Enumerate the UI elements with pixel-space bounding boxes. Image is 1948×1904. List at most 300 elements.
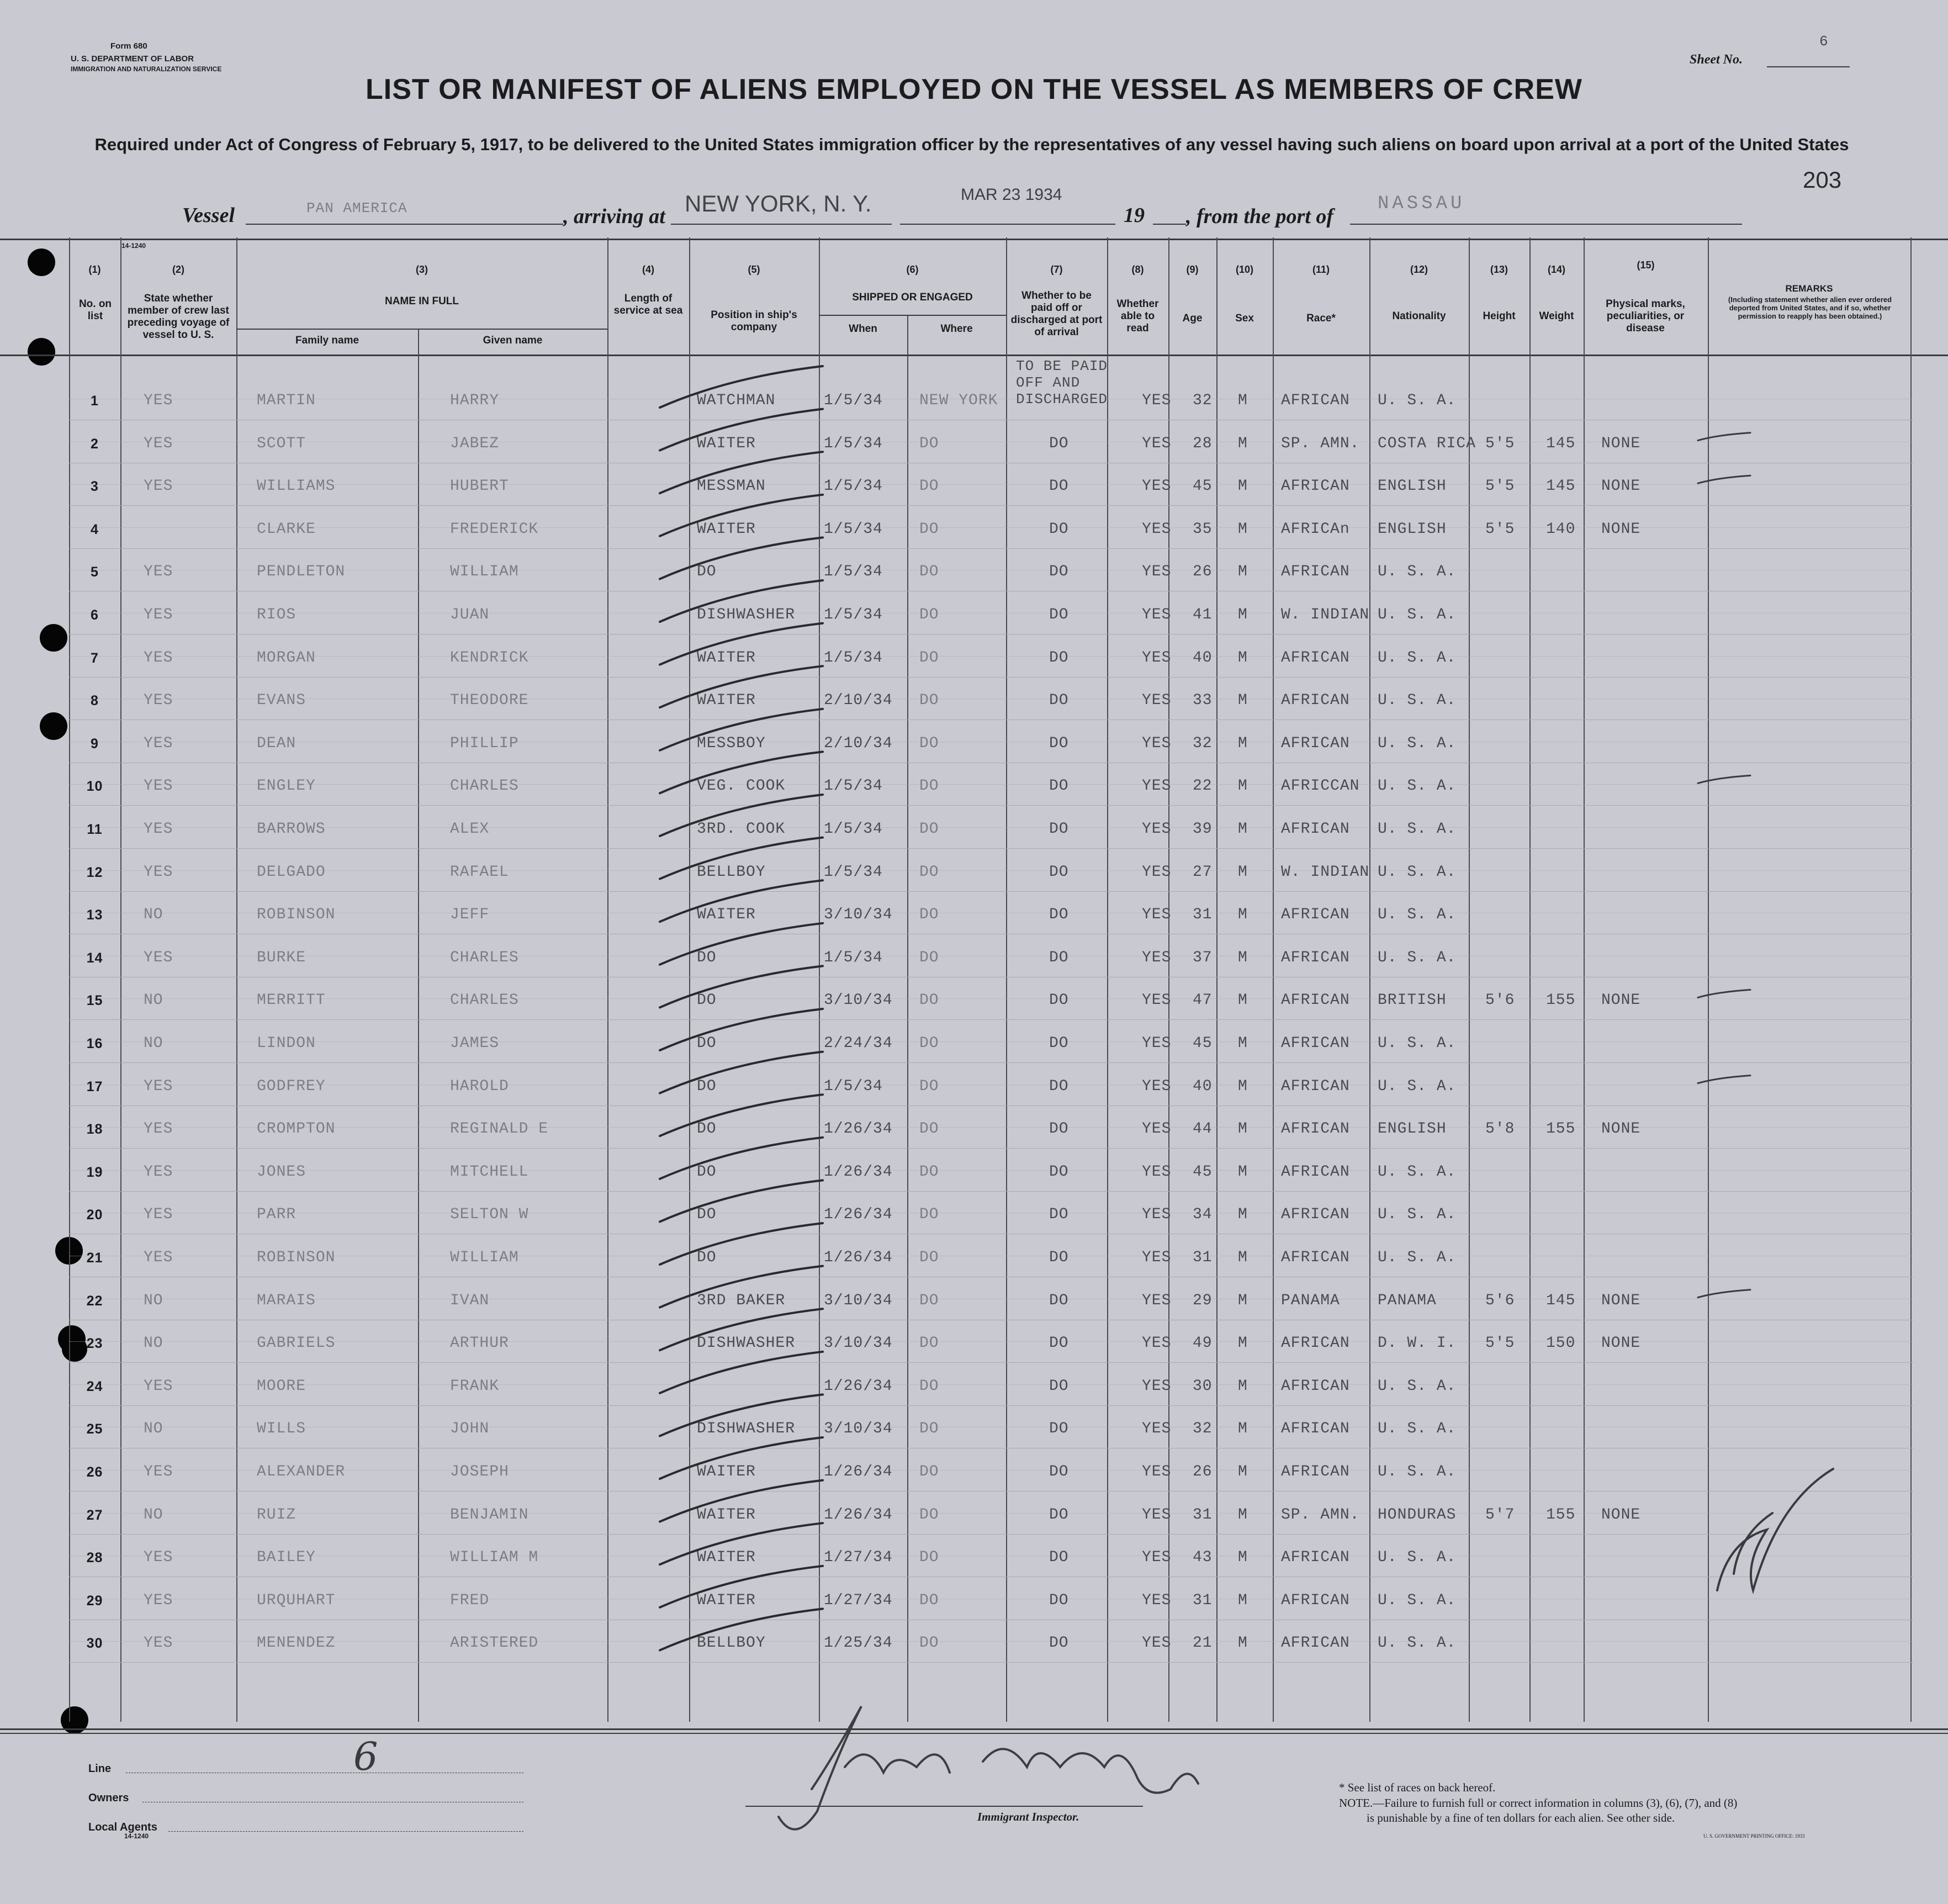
cell-when: 1/27/34 (824, 1591, 893, 1609)
cell-prev: YES (144, 692, 173, 710)
cell-position: DO (697, 1249, 717, 1266)
cell-given: HAROLD (450, 1077, 509, 1095)
cell-read: YES (1142, 1463, 1172, 1480)
cell-when: 3/10/34 (824, 992, 893, 1009)
cell-paid: DO (1049, 778, 1069, 795)
cell-nationality: BRITISH (1378, 992, 1447, 1009)
cell-family: MOORE (257, 1377, 306, 1395)
cell-where: DO (919, 949, 939, 966)
cell-where: DO (919, 1591, 939, 1609)
stamp-number: 203 (1803, 167, 1842, 193)
cell-family: PARR (257, 1206, 297, 1224)
cell-position: MESSBOY (697, 734, 766, 752)
cell-position: WAITER (697, 1463, 756, 1480)
printing-office-note: U. S. GOVERNMENT PRINTING OFFICE: 1933 (1703, 1833, 1805, 1839)
cell-race: AFRICAN (1281, 906, 1350, 924)
cell-read: YES (1142, 778, 1172, 795)
cell-paid: DO (1049, 734, 1069, 752)
cell-given: THEODORE (450, 692, 529, 710)
cell-sex: M (1238, 1335, 1248, 1352)
cell-sex: M (1238, 1420, 1248, 1438)
cell-race: W. INDIAN (1281, 863, 1370, 881)
cell-when: 1/5/34 (824, 435, 883, 452)
cell-sex: M (1238, 1206, 1248, 1224)
cell-position: WAITER (697, 906, 756, 924)
cell-nationality: U. S. A. (1378, 649, 1457, 667)
cell-prev: YES (144, 1549, 173, 1567)
cell-sex: M (1238, 649, 1248, 667)
cell-where: DO (919, 692, 939, 710)
cell-when: 1/5/34 (824, 821, 883, 838)
col-header-family-name: Family name (295, 335, 359, 346)
cell-family: MERRITT (257, 992, 326, 1009)
cell-family: RUIZ (257, 1506, 297, 1524)
cell-where: DO (919, 1549, 939, 1567)
cell-position: 3RD BAKER (697, 1292, 786, 1309)
initials-mark (1717, 1469, 1833, 1590)
cell-race: SP. AMN. (1281, 1506, 1360, 1524)
cell-nationality: ENGLISH (1378, 1120, 1447, 1138)
from-port-value: NASSAU (1378, 193, 1465, 214)
cell-weight: 140 (1546, 520, 1576, 538)
cell-given: WILLIAM (450, 563, 519, 581)
cell-race: PANAMA (1281, 1292, 1340, 1309)
cell-when: 1/5/34 (824, 863, 883, 881)
cell-sex: M (1238, 435, 1248, 452)
cell-prev: YES (144, 563, 173, 581)
cell-given: REGINALD E (450, 1120, 549, 1138)
inspector-label: Immigrant Inspector. (977, 1810, 1079, 1823)
cell-position: DISHWASHER (697, 1420, 796, 1438)
cell-paid: DO (1049, 1292, 1069, 1309)
cell-prev: YES (144, 392, 173, 409)
cell-position: DO (697, 949, 717, 966)
arriving-value: NEW YORK, N. Y. (685, 191, 872, 216)
cell-where: NEW YORK (919, 392, 998, 409)
cell-nationality: D. W. I. (1378, 1335, 1457, 1352)
cell-sex: M (1238, 906, 1248, 924)
cell-given: SELTON W (450, 1206, 529, 1224)
cell-where: DO (919, 1163, 939, 1181)
cell-read: YES (1142, 520, 1172, 538)
cell-height: 5'6 (1485, 992, 1515, 1009)
cell-nationality: PANAMA (1378, 1292, 1437, 1309)
cell-sex: M (1238, 1292, 1248, 1309)
year-label: 19 (1124, 204, 1145, 227)
cell-given: FREDERICK (450, 520, 539, 538)
cell-given: ALEX (450, 821, 490, 838)
cell-family: MARAIS (257, 1292, 316, 1309)
cell-paid: DO (1049, 1249, 1069, 1266)
cell-no: 1 (91, 393, 99, 409)
service-line: IMMIGRATION AND NATURALIZATION SERVICE (71, 65, 222, 73)
cell-no: 24 (86, 1378, 103, 1394)
owners-label: Owners (88, 1792, 129, 1804)
cell-family: ROBINSON (257, 1249, 336, 1266)
cell-prev: YES (144, 734, 173, 752)
cell-read: YES (1142, 949, 1172, 966)
cell-nationality: U. S. A. (1378, 821, 1457, 838)
cell-no: 15 (86, 993, 103, 1009)
cell-sex: M (1238, 1549, 1248, 1567)
col-num-2: (2) (172, 264, 184, 275)
cell-family: DELGADO (257, 863, 326, 881)
cell-when: 3/10/34 (824, 1335, 893, 1352)
cell-given: CHARLES (450, 949, 519, 966)
cell-when: 1/5/34 (824, 392, 883, 409)
check-stroke (660, 1480, 823, 1522)
cell-read: YES (1142, 1549, 1172, 1567)
cell-age: 30 (1193, 1377, 1213, 1395)
cell-family: ROBINSON (257, 906, 336, 924)
cell-read: YES (1142, 435, 1172, 452)
check-stroke (660, 666, 823, 710)
cell-race: AFRICAN (1281, 1420, 1350, 1438)
cell-sex: M (1238, 563, 1248, 581)
cell-race: AFRICAN (1281, 649, 1350, 667)
cell-race: AFRICAN (1281, 1249, 1350, 1266)
cell-no: 20 (86, 1207, 103, 1223)
cell-read: YES (1142, 1206, 1172, 1224)
cell-given: JAMES (450, 1035, 500, 1052)
cell-nationality: ENGLISH (1378, 520, 1447, 538)
cell-nationality: U. S. A. (1378, 1206, 1457, 1224)
cell-given: HARRY (450, 392, 500, 409)
cell-no: 4 (91, 521, 99, 537)
check-stroke (660, 795, 823, 836)
cell-nationality: U. S. A. (1378, 1635, 1457, 1652)
col-header-position: Position in ship's company (711, 309, 797, 333)
cell-age: 32 (1193, 392, 1213, 409)
cell-where: DO (919, 734, 939, 752)
cell-no: 11 (87, 822, 103, 837)
cell-no: 14 (86, 950, 103, 966)
cell-nationality: U. S. A. (1378, 1549, 1457, 1567)
cell-paid: DO (1049, 435, 1069, 452)
cell-given: FRANK (450, 1377, 500, 1395)
cell-where: DO (919, 1335, 939, 1352)
cell-sex: M (1238, 1120, 1248, 1138)
cell-when: 3/10/34 (824, 1292, 893, 1309)
cell-race: AFRICAN (1281, 1035, 1350, 1052)
remark-tick (1698, 1290, 1750, 1298)
agents-code: 14-1240 (124, 1832, 149, 1840)
cell-position: BELLBOY (697, 863, 766, 881)
sheet-number: 6 (1819, 33, 1829, 50)
cell-sex: M (1238, 606, 1248, 623)
cell-weight: 155 (1546, 1506, 1576, 1524)
cell-prev: YES (144, 435, 173, 452)
cell-age: 21 (1193, 1635, 1213, 1652)
cell-no: 3 (91, 479, 99, 495)
cell-marks: NONE (1601, 1335, 1641, 1352)
cell-no: 13 (86, 907, 103, 923)
cell-no: 26 (86, 1464, 103, 1480)
cell-given: KENDRICK (450, 649, 529, 667)
cell-prev: YES (144, 1120, 173, 1138)
check-stroke (660, 623, 823, 665)
cell-family: RIOS (257, 606, 297, 623)
check-stroke (660, 580, 823, 622)
cell-given: WILLIAM (450, 1249, 519, 1266)
cell-family: WILLIAMS (257, 478, 336, 495)
cell-sex: M (1238, 949, 1248, 966)
cell-age: 29 (1193, 1292, 1213, 1309)
cell-position: WAITER (697, 435, 756, 452)
cell-when: 1/26/34 (824, 1377, 893, 1395)
remark-tick (1698, 433, 1750, 441)
sheet-label: Sheet No. (1690, 52, 1743, 67)
cell-age: 33 (1193, 692, 1213, 710)
col-num-5: (5) (748, 264, 760, 275)
cell-when: 3/10/34 (824, 906, 893, 924)
cell-paid: DO (1049, 949, 1069, 966)
cell-height: 5'8 (1485, 1120, 1515, 1138)
cell-family: LINDON (257, 1035, 316, 1052)
cell-position: DO (697, 1163, 717, 1181)
form-code: 14-1240 (121, 242, 146, 250)
col-header-prev-voyage: State whether member of crew last preceding voyage of vessel to U. S. (127, 293, 230, 341)
cell-read: YES (1142, 734, 1172, 752)
cell-paid: DO (1049, 1549, 1069, 1567)
col-header-name: NAME IN FULL (384, 295, 459, 307)
cell-position: DO (697, 1077, 717, 1095)
cell-family: DEAN (257, 734, 297, 752)
cell-family: WILLS (257, 1420, 306, 1438)
cell-paid: DO (1049, 821, 1069, 838)
cell-read: YES (1142, 563, 1172, 581)
check-stroke (660, 880, 823, 922)
cell-age: 40 (1193, 1077, 1213, 1095)
cell-family: MENENDEZ (257, 1635, 336, 1652)
cell-sex: M (1238, 1163, 1248, 1181)
cell-prev: NO (144, 1035, 163, 1052)
cell-family: GODFREY (257, 1077, 326, 1095)
cell-position: DISHWASHER (697, 1335, 796, 1352)
cell-race: AFRICAN (1281, 821, 1350, 838)
cell-age: 32 (1193, 734, 1213, 752)
cell-position: DO (697, 563, 717, 581)
cell-age: 31 (1193, 1249, 1213, 1266)
form-number: Form 680 (110, 41, 147, 51)
cell-paid: DO (1049, 1120, 1069, 1138)
cell-age: 31 (1193, 906, 1213, 924)
cell-read: YES (1142, 821, 1172, 838)
cell-where: DO (919, 778, 939, 795)
cell-where: DO (919, 606, 939, 623)
vessel-value: PAN AMERICA (306, 200, 407, 216)
cell-position: WAITER (697, 692, 756, 710)
col-header-marks: Physical marks, peculiarities, or disease (1606, 298, 1685, 334)
cell-read: YES (1142, 649, 1172, 667)
check-stroke (660, 752, 823, 793)
cell-no: 25 (86, 1421, 103, 1437)
col-header-no: No. on list (78, 298, 112, 322)
cell-read: YES (1142, 863, 1172, 881)
cell-given: JABEZ (450, 435, 500, 452)
vessel-label: Vessel (182, 204, 235, 227)
check-stroke (660, 1566, 823, 1607)
cell-position: WAITER (697, 1591, 756, 1609)
cell-no: 9 (91, 736, 99, 752)
cell-sex: M (1238, 1463, 1248, 1480)
cell-race: AFRICAN (1281, 478, 1350, 495)
cell-no: 2 (91, 436, 99, 452)
cell-when: 1/26/34 (824, 1463, 893, 1480)
col-num-10: (10) (1235, 264, 1253, 275)
cell-when: 1/5/34 (824, 649, 883, 667)
cell-paid: DO (1049, 1377, 1069, 1395)
cell-read: YES (1142, 606, 1172, 623)
cell-family: BARROWS (257, 821, 326, 838)
cell-given: JEFF (450, 906, 490, 924)
footnote-penalty-cont: is punishable by a fine of ten dollars for each alien. See other side. (1367, 1811, 1675, 1824)
col-header-sex: Sex (1235, 313, 1254, 324)
cell-family: MORGAN (257, 649, 316, 667)
col-header-shipped: SHIPPED OR ENGAGED (852, 292, 973, 303)
cell-race: AFRICAN (1281, 692, 1350, 710)
check-stroke (660, 923, 823, 965)
check-stroke (660, 1394, 823, 1436)
cell-race: AFRICAN (1281, 949, 1350, 966)
cell-given: JOHN (450, 1420, 490, 1438)
cell-family: SCOTT (257, 435, 306, 452)
arriving-label: , arriving at (563, 205, 665, 228)
cell-position: WAITER (697, 649, 756, 667)
cell-no: 5 (91, 564, 99, 580)
cell-race: AFRICAN (1281, 734, 1350, 752)
remark-tick (1698, 990, 1750, 997)
cell-family: ENGLEY (257, 778, 316, 795)
cell-position: WAITER (697, 520, 756, 538)
cell-given: RAFAEL (450, 863, 509, 881)
cell-sex: M (1238, 1506, 1248, 1524)
remark-tick (1698, 775, 1750, 783)
cell-prev: NO (144, 1506, 163, 1524)
cell-age: 27 (1193, 863, 1213, 881)
cell-where: DO (919, 520, 939, 538)
cell-race: SP. AMN. (1281, 435, 1360, 452)
cell-age: 22 (1193, 778, 1213, 795)
cell-age: 31 (1193, 1506, 1213, 1524)
col-num-14: (14) (1547, 264, 1565, 275)
cell-given: JUAN (450, 606, 490, 623)
cell-sex: M (1238, 692, 1248, 710)
cell-where: DO (919, 1206, 939, 1224)
check-stroke (660, 1437, 823, 1479)
cell-given: PHILLIP (450, 734, 519, 752)
cell-where: DO (919, 992, 939, 1009)
cell-position: WATCHMAN (697, 392, 776, 409)
cell-position: DO (697, 1120, 717, 1138)
col-num-13: (13) (1490, 264, 1508, 275)
cell-weight: 150 (1546, 1335, 1576, 1352)
cell-sex: M (1238, 1249, 1248, 1266)
cell-sex: M (1238, 1591, 1248, 1609)
cell-read: YES (1142, 906, 1172, 924)
check-stroke (660, 452, 823, 493)
col-num-15: (15) (1637, 260, 1655, 271)
cell-race: AFRICAN (1281, 1335, 1350, 1352)
cell-paid: DO (1049, 520, 1069, 538)
cell-where: DO (919, 563, 939, 581)
cell-sex: M (1238, 1635, 1248, 1652)
cell-paid: DO (1049, 563, 1069, 581)
cell-no: 8 (91, 693, 99, 709)
cell-age: 39 (1193, 821, 1213, 838)
cell-family: MARTIN (257, 392, 316, 409)
check-stroke (660, 1094, 823, 1136)
cell-height: 5'7 (1485, 1506, 1515, 1524)
cell-age: 43 (1193, 1549, 1213, 1567)
cell-read: YES (1142, 1635, 1172, 1652)
col-header-where: Where (940, 323, 973, 335)
cell-when: 1/26/34 (824, 1163, 893, 1181)
cell-position: BELLBOY (697, 1635, 766, 1652)
col-header-height: Height (1483, 310, 1516, 322)
cell-when: 1/26/34 (824, 1506, 893, 1524)
cell-race: AFRICAN (1281, 1463, 1350, 1480)
cell-sex: M (1238, 992, 1248, 1009)
cell-no: 23 (86, 1336, 103, 1352)
col-num-4: (4) (642, 264, 654, 275)
cell-given: FRED (450, 1591, 490, 1609)
cell-given: HUBERT (450, 478, 509, 495)
cell-when: 1/27/34 (824, 1549, 893, 1567)
cell-paid: DO (1049, 1335, 1069, 1352)
cell-no: 30 (86, 1636, 103, 1652)
col-num-11: (11) (1312, 264, 1330, 275)
cell-race: AFRICAN (1281, 1591, 1350, 1609)
cell-where: DO (919, 435, 939, 452)
col-header-paid-off: Whether to be paid off or discharged at port of arrival (1010, 290, 1103, 338)
cell-age: 45 (1193, 478, 1213, 495)
cell-age: 26 (1193, 563, 1213, 581)
cell-given: JOSEPH (450, 1463, 509, 1480)
cell-race: AFRICCAN (1281, 778, 1360, 795)
cell-sex: M (1238, 392, 1248, 409)
department-line: U. S. DEPARTMENT OF LABOR (71, 54, 194, 64)
cell-race: AFRICAN (1281, 563, 1350, 581)
cell-age: 37 (1193, 949, 1213, 966)
cell-race: W. INDIAN (1281, 606, 1370, 623)
cell-read: YES (1142, 1335, 1172, 1352)
cell-no: 19 (86, 1164, 103, 1180)
cell-where: DO (919, 1506, 939, 1524)
footnote-races: * See list of races on back hereof. (1339, 1781, 1496, 1794)
cell-nationality: U. S. A. (1378, 392, 1457, 409)
cell-when: 2/24/34 (824, 1035, 893, 1052)
cell-position: DISHWASHER (697, 606, 796, 623)
cell-where: DO (919, 649, 939, 667)
cell-nationality: U. S. A. (1378, 1077, 1457, 1095)
cell-sex: M (1238, 1377, 1248, 1395)
cell-position: MESSMAN (697, 478, 766, 495)
cell-where: DO (919, 1249, 939, 1266)
cell-prev: YES (144, 1077, 173, 1095)
cell-sex: M (1238, 1035, 1248, 1052)
cell-marks: NONE (1601, 992, 1641, 1009)
col-num-3: (3) (416, 264, 428, 275)
check-stroke (660, 709, 823, 750)
cell-prev: YES (144, 821, 173, 838)
cell-no: 12 (86, 864, 103, 880)
cell-prev: YES (144, 949, 173, 966)
cell-race: AFRICAN (1281, 1206, 1350, 1224)
cell-nationality: U. S. A. (1378, 863, 1457, 881)
cell-prev: YES (144, 649, 173, 667)
cell-where: DO (919, 1377, 939, 1395)
